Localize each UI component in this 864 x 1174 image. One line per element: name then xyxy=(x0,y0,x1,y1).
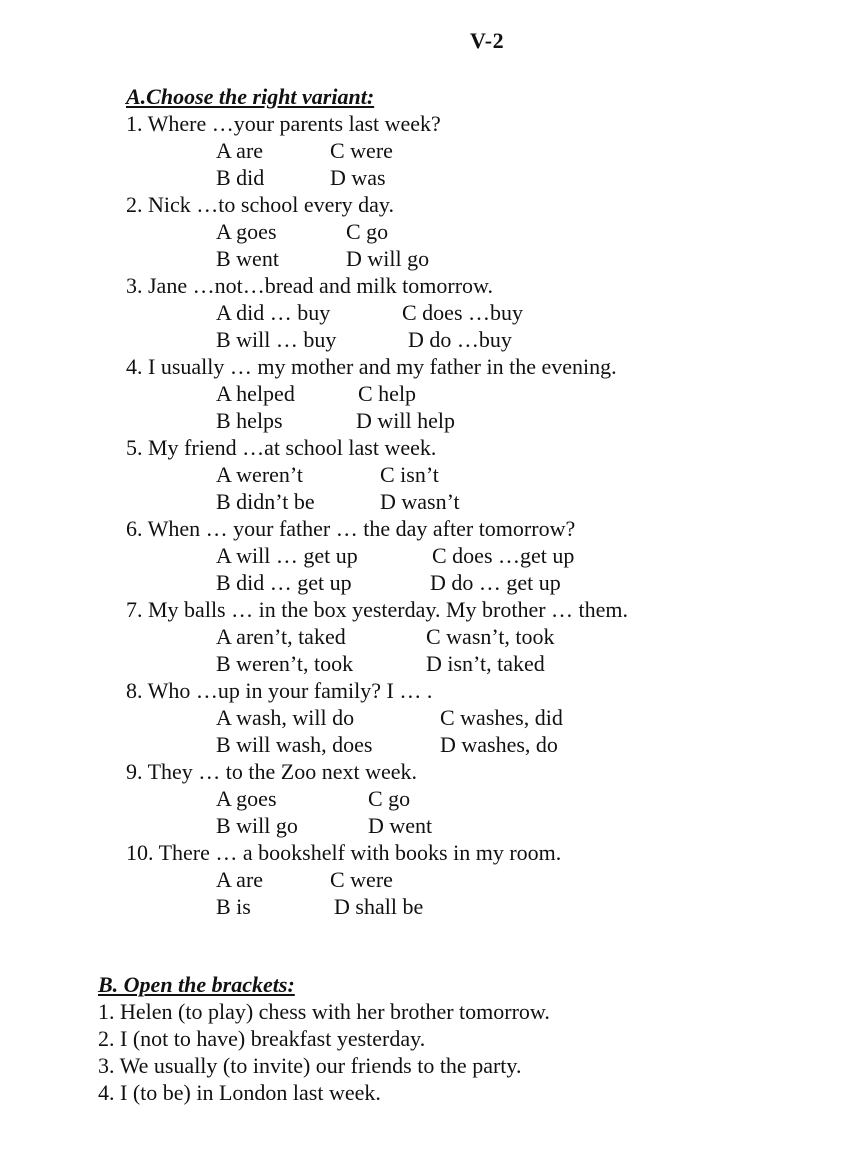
option-a: A will … get up xyxy=(216,543,358,568)
question-6: 6. When … your father … the day after tomorrow? xyxy=(126,516,576,541)
option-a: A did … buy xyxy=(216,300,331,325)
question-4: 4. I usually … my mother and my father in the evening. xyxy=(126,354,617,379)
question-7: 7. My balls … in the box yesterday. My brother … them. xyxy=(126,597,629,622)
question-3-options xyxy=(126,299,826,353)
option-b: B is xyxy=(216,894,251,919)
option-d: D went xyxy=(368,813,433,838)
bracket-item-3: 3. We usually (to invite) our friends to the party. xyxy=(98,1053,522,1078)
option-c: C wasn’t, took xyxy=(426,624,555,649)
question-3: 3. Jane …not…bread and milk tomorrow. xyxy=(126,273,493,298)
option-d: D was xyxy=(330,165,386,190)
option-a: A aren’t, taked xyxy=(216,624,346,649)
question-9-options xyxy=(126,785,826,839)
question-2: 2. Nick …to school every day. xyxy=(126,192,395,217)
option-b: B will wash, does xyxy=(216,732,373,757)
section-b xyxy=(98,972,818,1106)
question-1: 1. Where …your parents last week? xyxy=(126,111,441,136)
option-b: B didn’t be xyxy=(216,489,315,514)
option-c: C washes, did xyxy=(440,705,563,730)
bracket-item-2: 2. I (not to have) breakfast yesterday. xyxy=(98,1026,426,1051)
bracket-item-1: 1. Helen (to play) chess with her brother tomorrow. xyxy=(98,999,550,1024)
question-7-options xyxy=(126,623,826,677)
option-d: D will help xyxy=(356,408,455,433)
option-c: C help xyxy=(358,381,417,406)
option-d: D isn’t, taked xyxy=(426,651,545,676)
section-b-heading: B. Open the brackets: xyxy=(98,972,295,997)
option-d: D do …buy xyxy=(408,327,512,352)
option-c: C were xyxy=(330,138,393,163)
section-a xyxy=(126,84,826,920)
section-a-heading: A.Choose the right variant: xyxy=(126,84,375,109)
option-d: D will go xyxy=(346,246,430,271)
option-a: A helped xyxy=(216,381,295,406)
option-b: B will … buy xyxy=(216,327,337,352)
option-c: C does …buy xyxy=(402,300,523,325)
option-a: A are xyxy=(216,138,264,163)
option-a: A are xyxy=(216,867,264,892)
option-d: D shall be xyxy=(334,894,424,919)
question-2-options xyxy=(126,218,826,272)
question-6-options xyxy=(126,542,826,596)
option-b: B did xyxy=(216,165,265,190)
question-8-options xyxy=(126,704,826,758)
question-5-options xyxy=(126,461,826,515)
question-8: 8. Who …up in your family? I … . xyxy=(126,678,433,703)
option-b: B helps xyxy=(216,408,283,433)
option-a: A weren’t xyxy=(216,462,303,487)
option-b: B did … get up xyxy=(216,570,352,595)
option-c: C isn’t xyxy=(380,462,439,487)
option-a: A wash, will do xyxy=(216,705,355,730)
option-b: B went xyxy=(216,246,279,271)
option-d: D do … get up xyxy=(430,570,561,595)
question-4-options xyxy=(126,380,826,434)
question-1-options xyxy=(126,137,826,191)
question-5: 5. My friend …at school last week. xyxy=(126,435,437,460)
bracket-item-4: 4. I (to be) in London last week. xyxy=(98,1080,381,1105)
question-9: 9. They … to the Zoo next week. xyxy=(126,759,418,784)
variant-label: V-2 xyxy=(470,28,505,53)
option-c: C were xyxy=(330,867,393,892)
option-a: A goes xyxy=(216,219,277,244)
option-c: C go xyxy=(346,219,389,244)
option-d: D washes, do xyxy=(440,732,558,757)
option-c: C does …get up xyxy=(432,543,575,568)
question-10-options xyxy=(126,866,826,920)
option-b: B weren’t, took xyxy=(216,651,354,676)
question-10: 10. There … a bookshelf with books in my room. xyxy=(126,840,562,865)
option-b: B will go xyxy=(216,813,298,838)
option-d: D wasn’t xyxy=(380,489,460,514)
option-a: A goes xyxy=(216,786,277,811)
option-c: C go xyxy=(368,786,411,811)
